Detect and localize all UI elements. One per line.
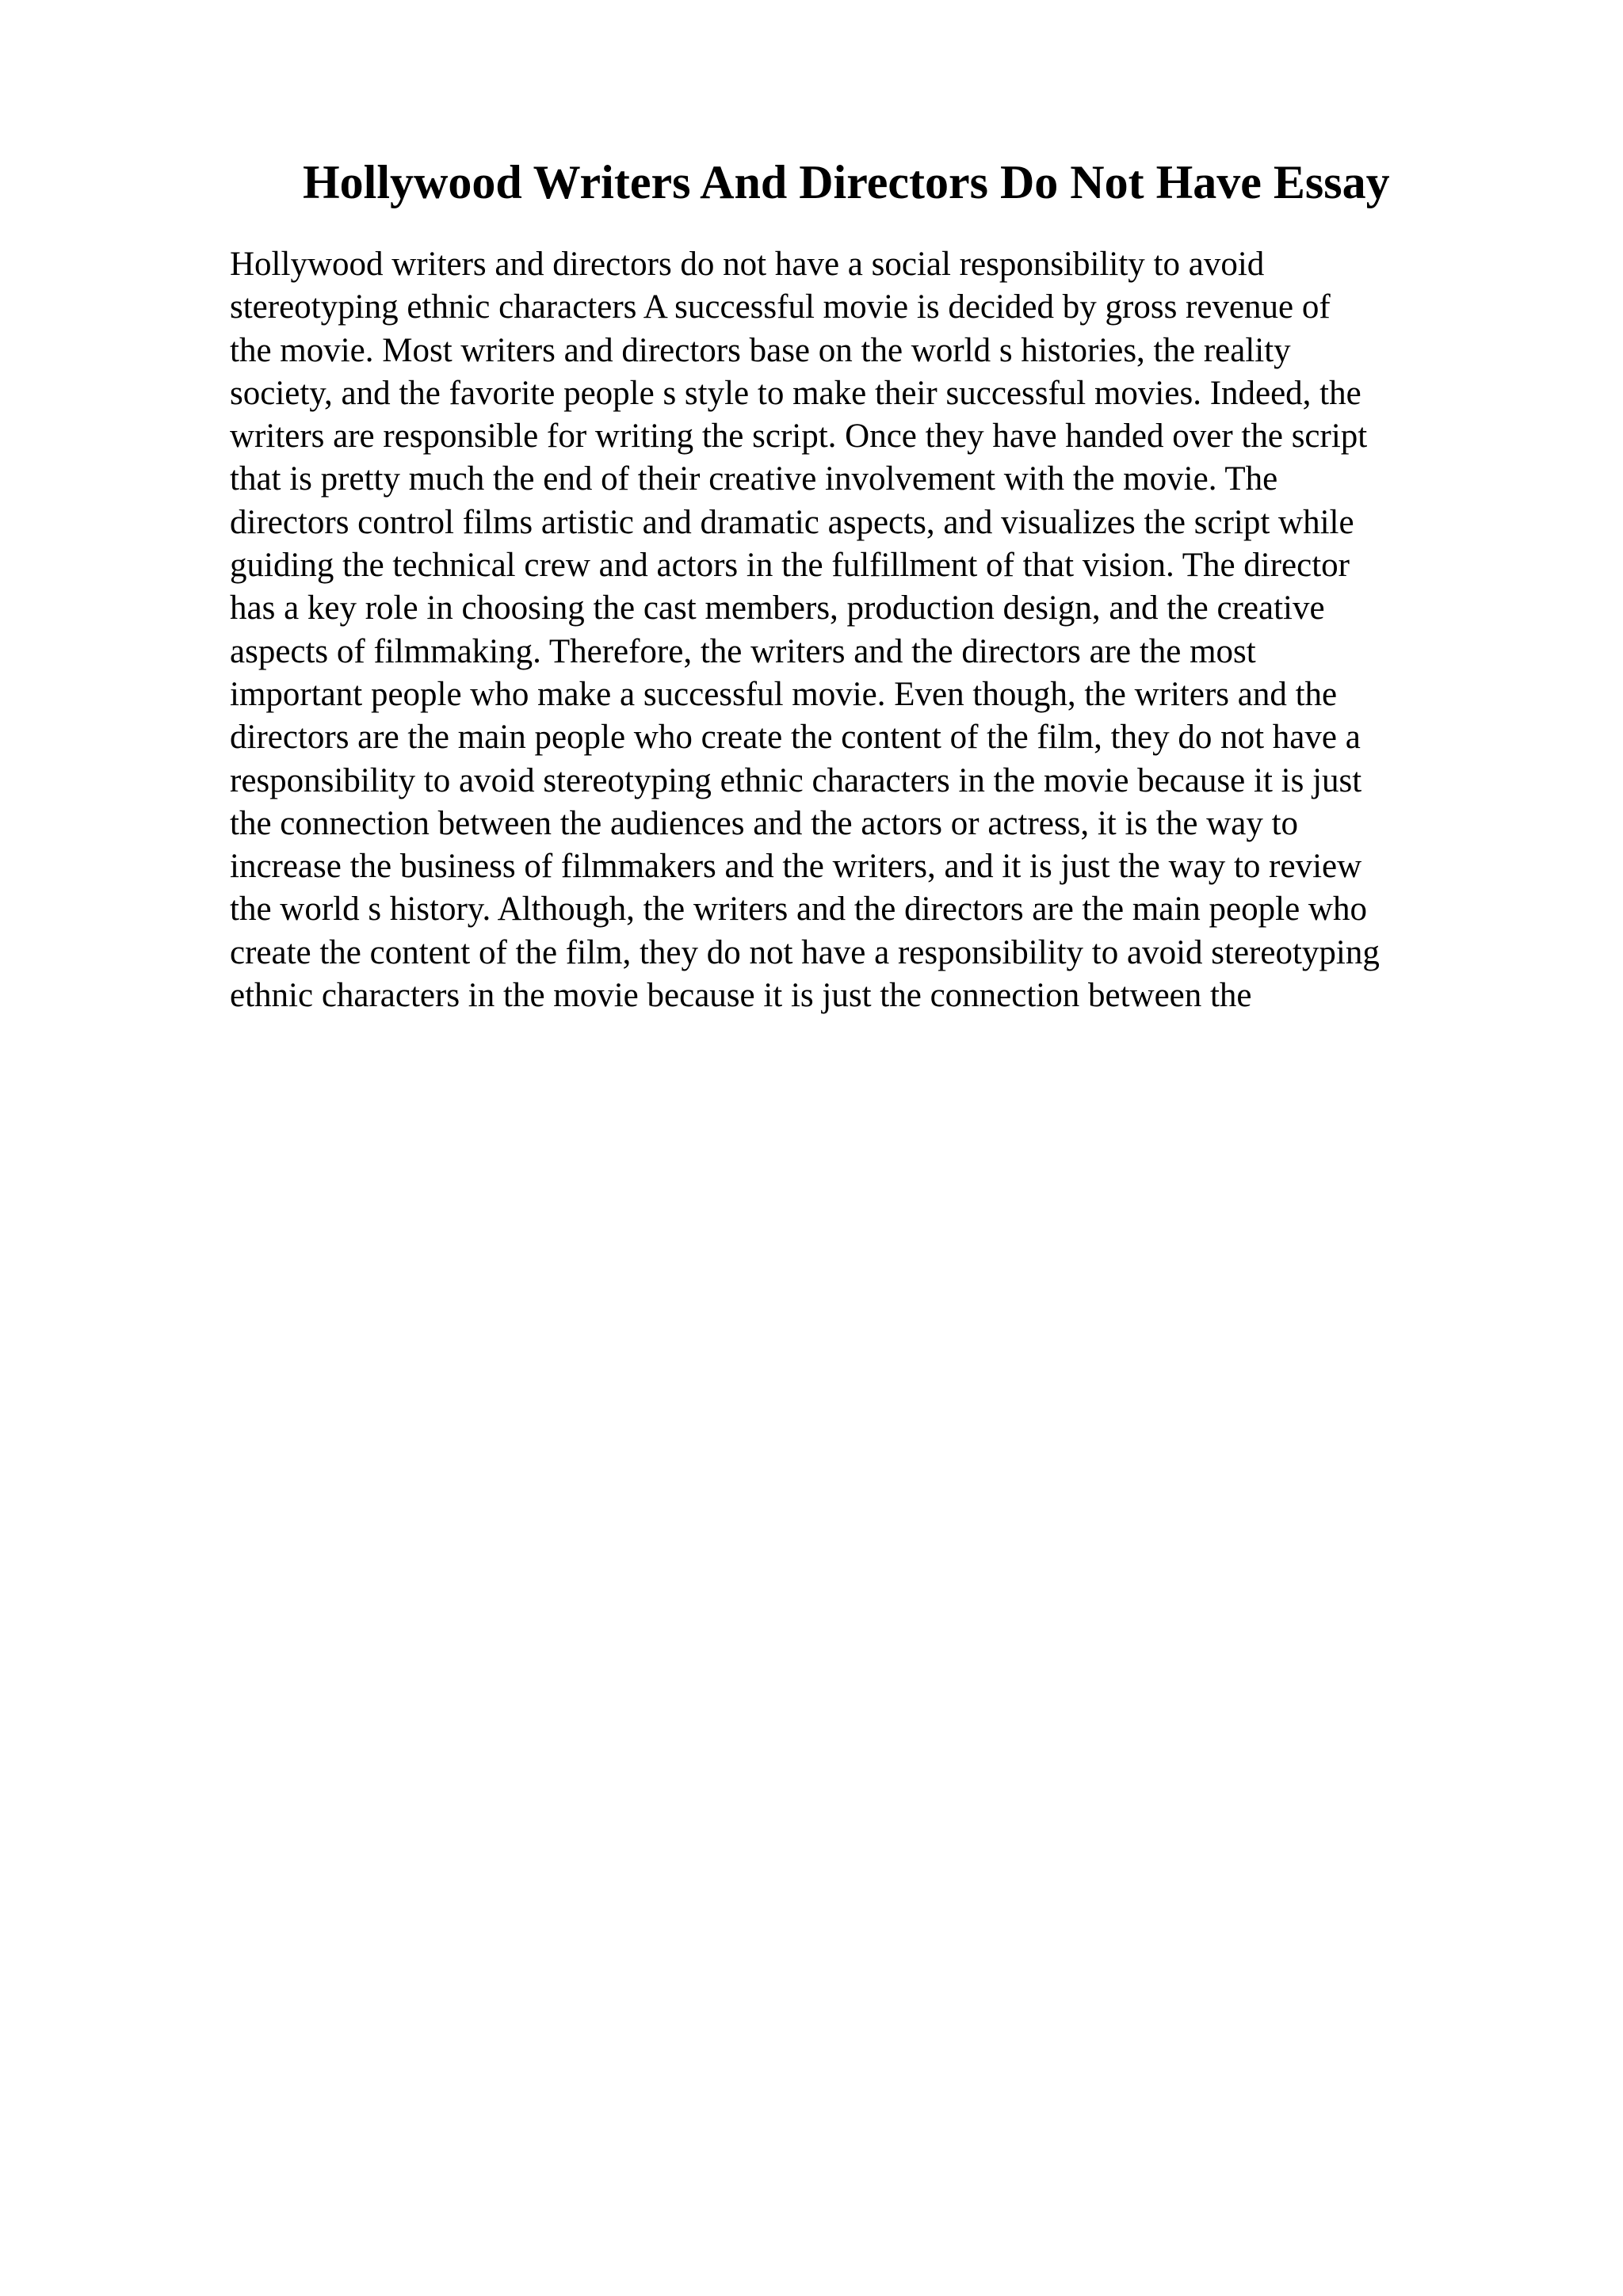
- body-line: the connection between the audiences and the actors or actress, it is the way to: [230, 804, 1299, 842]
- body-line: the world s history. Although, the writers and the directors are the main people who: [230, 891, 1367, 929]
- body-line: writers are responsible for writing the script. Once they have handed over the script: [230, 418, 1368, 456]
- body-line: directors are the main people who create the content of the film, they do not have a: [230, 719, 1361, 757]
- body-line: increase the business of filmmakers and the writers, and it is just the way to review: [230, 848, 1362, 886]
- body-line: guiding the technical crew and actors in the fulfillment of that vision. The director: [230, 547, 1350, 585]
- body-line: ethnic characters in the movie because it is just the connection between the: [230, 977, 1252, 1015]
- body-line: aspects of filmmaking. Therefore, the writers and the directors are the most: [230, 632, 1256, 670]
- body-line: stereotyping ethnic characters A successful movie is decided by gross revenue of: [230, 288, 1331, 326]
- essay-body: [230, 243, 1498, 1017]
- body-line: Hollywood writers and directors do not have a social responsibility to avoid: [230, 246, 1265, 283]
- body-line: the movie. Most writers and directors base on the world s histories, the reality: [230, 331, 1291, 369]
- body-line: important people who make a successful movie. Even though, the writers and the: [230, 675, 1338, 713]
- body-line: directors control films artistic and dramatic aspects, and visualizes the script while: [230, 503, 1354, 541]
- body-line: that is pretty much the end of their creative involvement with the movie. The: [230, 460, 1278, 498]
- document-title: Hollywood Writers And Directors Do Not Have Essay: [303, 156, 1390, 208]
- body-line: society, and the favorite people s style to make their successful movies. Indeed, the: [230, 374, 1361, 412]
- body-line: has a key role in choosing the cast members, production design, and the creative: [230, 589, 1325, 627]
- body-line: responsibility to avoid stereotyping ethnic characters in the movie because it is just: [230, 761, 1362, 799]
- body-line: create the content of the film, they do not have a responsibility to avoid stereotyping: [230, 933, 1380, 971]
